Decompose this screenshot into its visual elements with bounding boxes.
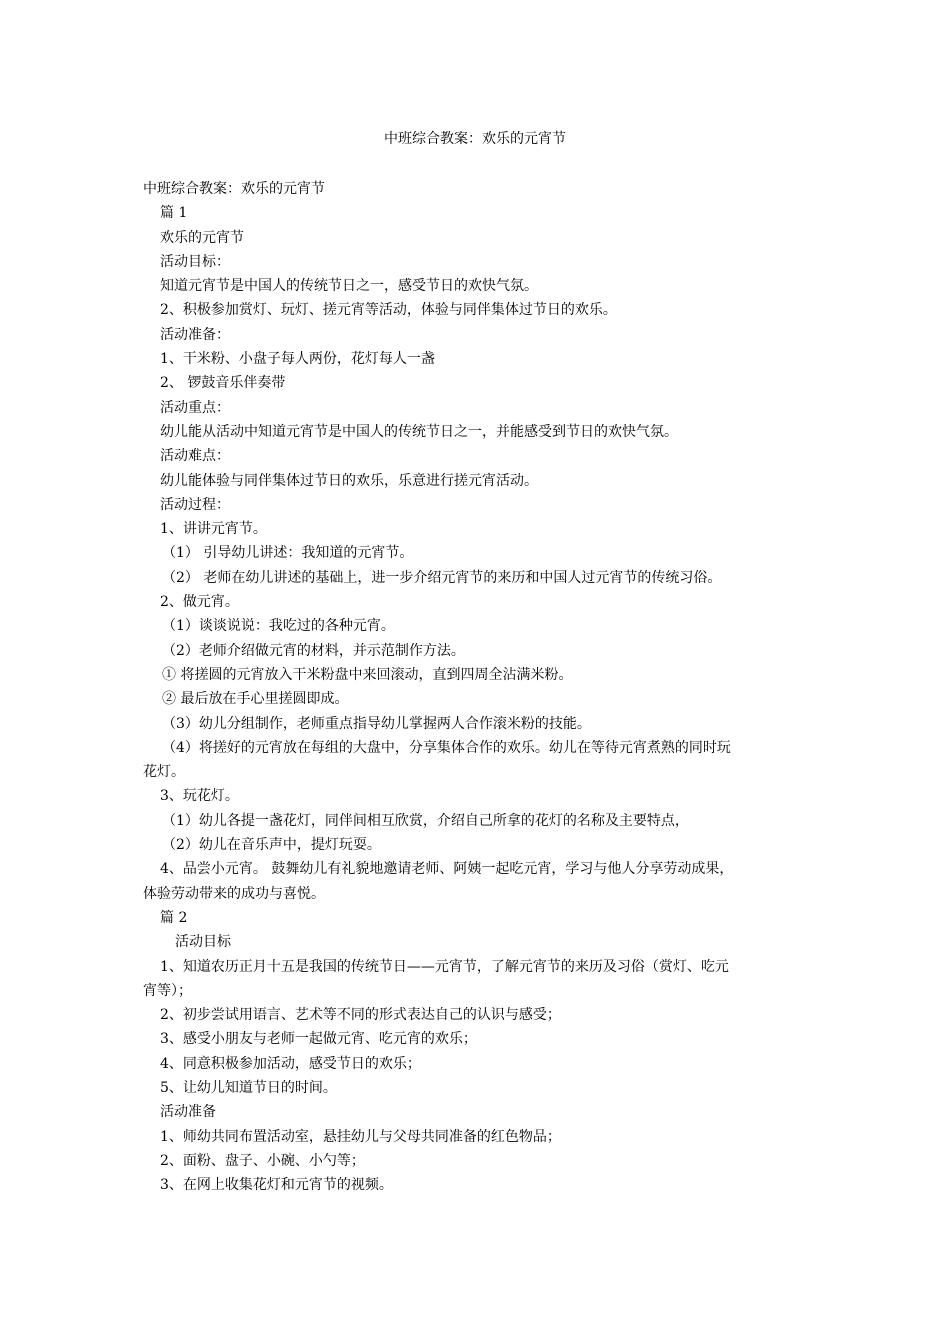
text-line: 体验劳动带来的成功与喜悦。 [143, 885, 325, 902]
text-line: 5、让幼儿知道节日的时间。 [160, 1079, 337, 1096]
text-line: 活动难点： [160, 448, 230, 465]
text-line: 2、面粉、盘子、小碗、小勺等； [160, 1152, 365, 1169]
text-line: 4、品尝小元宵。 鼓舞幼儿有礼貌地邀请老师、阿姨一起吃元宵，学习与他人分享劳动成果， [160, 861, 734, 878]
text-line: （2） 老师在幼儿讲述的基础上，进一步介绍元宵节的来历和中国人过元宵节的传统习俗。 [162, 569, 722, 586]
text-line: 3、玩花灯。 [160, 788, 239, 805]
text-line: 4、同意积极参加活动，感受节日的欢乐； [160, 1055, 421, 1072]
text-line: 篇 1 [160, 205, 188, 222]
text-line: 2、 锣鼓音乐伴奏带 [160, 375, 286, 392]
text-line: 幼儿能体验与同伴集体过节日的欢乐，乐意进行搓元宵活动。 [160, 472, 538, 489]
text-line: 1、师幼共同布置活动室，悬挂幼儿与父母共同准备的红色物品； [160, 1128, 561, 1145]
text-line: 1、讲讲元宵节。 [160, 521, 267, 538]
text-line: （3）幼儿分组制作，老师重点指导幼儿掌握两人合作滚米粉的技能。 [162, 715, 591, 732]
text-line: ① 将搓圆的元宵放入干米粉盘中来回滚动，直到四周全沾满米粉。 [162, 666, 573, 683]
text-line: 花灯。 [143, 764, 185, 781]
text-line: ② 最后放在手心里搓圆即成。 [162, 691, 349, 708]
text-line: 3、感受小朋友与老师一起做元宵、吃元宵的欢乐； [160, 1031, 477, 1048]
text-line: 2、初步尝试用语言、艺术等不同的形式表达自己的认识与感受； [160, 1007, 561, 1024]
text-line: 1、干米粉、小盘子每人两份，花灯每人一盏 [160, 351, 435, 368]
text-line: （4）将搓好的元宵放在每组的大盘中，分享集体合作的欢乐。幼儿在等待元宵煮熟的同时玩 [162, 739, 731, 756]
text-line: 2、积极参加赏灯、玩灯、搓元宵等活动，体验与同伴集体过节日的欢乐。 [160, 302, 617, 319]
text-line: 2、做元宵。 [160, 594, 239, 611]
text-line: 活动目标： [160, 253, 230, 270]
text-line: 1、知道农历正月十五是我国的传统节日——元宵节，了解元宵节的来历及习俗（赏灯、吃元 [160, 958, 729, 975]
text-line: 活动目标 [175, 934, 231, 951]
document-title: 中班综合教案：欢乐的元宵节 [384, 131, 566, 147]
text-line: 活动过程： [160, 496, 230, 513]
text-line: 知道元宵节是中国人的传统节日之一，感受节日的欢快气氛。 [160, 278, 538, 295]
text-line: 活动准备： [160, 326, 230, 343]
text-line: （1）幼儿各提一盏花灯，同伴间相互欣赏，介绍自己所拿的花灯的名称及主要特点， [162, 812, 689, 829]
document-body [143, 177, 811, 1197]
text-line: 中班综合教案：欢乐的元宵节 [143, 181, 325, 197]
text-line: 幼儿能从活动中知道元宵节是中国人的传统节日之一，并能感受到节日的欢快气氛。 [160, 423, 678, 440]
text-line: 宵等）； [143, 982, 192, 999]
text-line: （2）幼儿在音乐声中，提灯玩耍。 [162, 837, 381, 854]
text-line: （1）谈谈说说：我吃过的各种元宵。 [162, 618, 395, 635]
text-line: 篇 2 [160, 909, 188, 926]
text-line: （2）老师介绍做元宵的材料，并示范制作方法。 [162, 642, 465, 659]
text-line: 3、在网上收集花灯和元宵节的视频。 [160, 1177, 393, 1194]
text-line: 活动准备 [160, 1104, 216, 1121]
text-line: （1） 引导幼儿讲述：我知道的元宵节。 [162, 545, 414, 562]
text-line: 活动重点： [160, 399, 230, 416]
text-line: 欢乐的元宵节 [160, 229, 244, 246]
